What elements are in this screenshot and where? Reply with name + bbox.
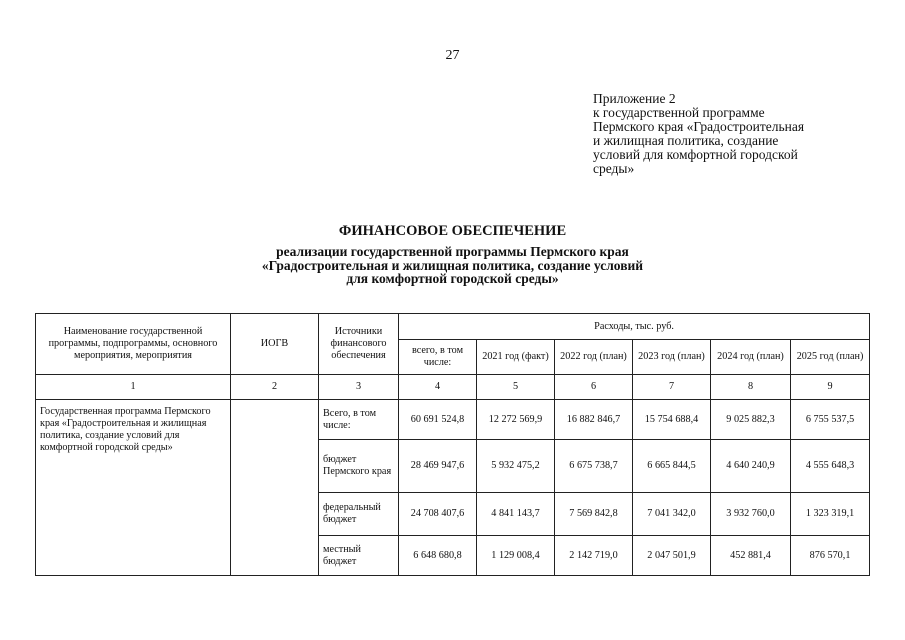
table-row [36,400,870,440]
header-2021: 2021 год (факт) [477,340,555,375]
value-cell: 1 323 319,1 [791,493,870,536]
value-cell: 452 881,4 [711,536,791,576]
subtitle-line: для комфортной городской среды» [346,271,559,286]
header-total: всего, в том числе: [399,340,477,375]
value-cell: 4 841 143,7 [477,493,555,536]
value-cell: 1 129 008,4 [477,536,555,576]
col-number: 8 [711,375,791,400]
subtitle-line: реализации государственной программы Пермского края [276,244,629,259]
iogv-cell [231,400,319,576]
financing-table [35,313,870,576]
value-cell: 4 640 240,9 [711,440,791,493]
header-sources: Источники финансового обеспечения [319,314,399,375]
source-cell: федеральный бюджет [319,493,399,536]
col-number: 2 [231,375,319,400]
col-number: 7 [633,375,711,400]
header-2022: 2022 год (план) [555,340,633,375]
document-subtitle [0,245,905,286]
appendix-line: и жилищная политика, создание [593,133,779,148]
header-expenses: Расходы, тыс. руб. [399,314,870,340]
value-cell: 2 047 501,9 [633,536,711,576]
value-cell: 28 469 947,6 [399,440,477,493]
col-number: 5 [477,375,555,400]
col-number: 4 [399,375,477,400]
value-cell: 4 555 648,3 [791,440,870,493]
value-cell: 60 691 524,8 [399,400,477,440]
source-cell: бюджет Пермского края [319,440,399,493]
header-2025: 2025 год (план) [791,340,870,375]
value-cell: 16 882 846,7 [555,400,633,440]
header-name: Наименование государственной программы, подпрограммы, основного мероприятия, мероприятия [36,314,231,375]
value-cell: 9 025 882,3 [711,400,791,440]
value-cell: 6 665 844,5 [633,440,711,493]
value-cell: 7 569 842,8 [555,493,633,536]
source-cell: местный бюджет [319,536,399,576]
appendix-line: Пермского края «Градостроительная [593,119,805,134]
appendix-line: условий для комфортной городской [593,147,798,162]
source-cell: Всего, в том числе: [319,400,399,440]
column-number-row [36,375,870,400]
header-2023: 2023 год (план) [633,340,711,375]
value-cell: 5 932 475,2 [477,440,555,493]
value-cell: 15 754 688,4 [633,400,711,440]
appendix-line: Приложение 2 [593,91,676,106]
col-number: 6 [555,375,633,400]
value-cell: 6 648 680,8 [399,536,477,576]
subtitle-line: «Градостроительная и жилищная политика, создание условий [261,257,644,273]
value-cell: 2 142 719,0 [555,536,633,576]
header-2024: 2024 год (план) [711,340,791,375]
value-cell: 3 932 760,0 [711,493,791,536]
document-title: ФИНАНСОВОЕ ОБЕСПЕЧЕНИЕ [338,223,567,239]
value-cell: 7 041 342,0 [633,493,711,536]
value-cell: 12 272 569,9 [477,400,555,440]
appendix-note [593,92,873,176]
value-cell: 6 675 738,7 [555,440,633,493]
appendix-line: к государственной программе [593,105,765,120]
header-iogv: ИОГВ [231,314,319,375]
value-cell: 24 708 407,6 [399,493,477,536]
col-number: 1 [36,375,231,400]
program-name: Государственная программа Пермского края «Градостроительная и жилищная политика, создание условий для комфортной городской среды» [36,400,231,576]
appendix-line: среды» [593,161,635,176]
page-number: 27 [445,48,460,63]
col-number: 3 [319,375,399,400]
value-cell: 876 570,1 [791,536,870,576]
col-number: 9 [791,375,870,400]
value-cell: 6 755 537,5 [791,400,870,440]
